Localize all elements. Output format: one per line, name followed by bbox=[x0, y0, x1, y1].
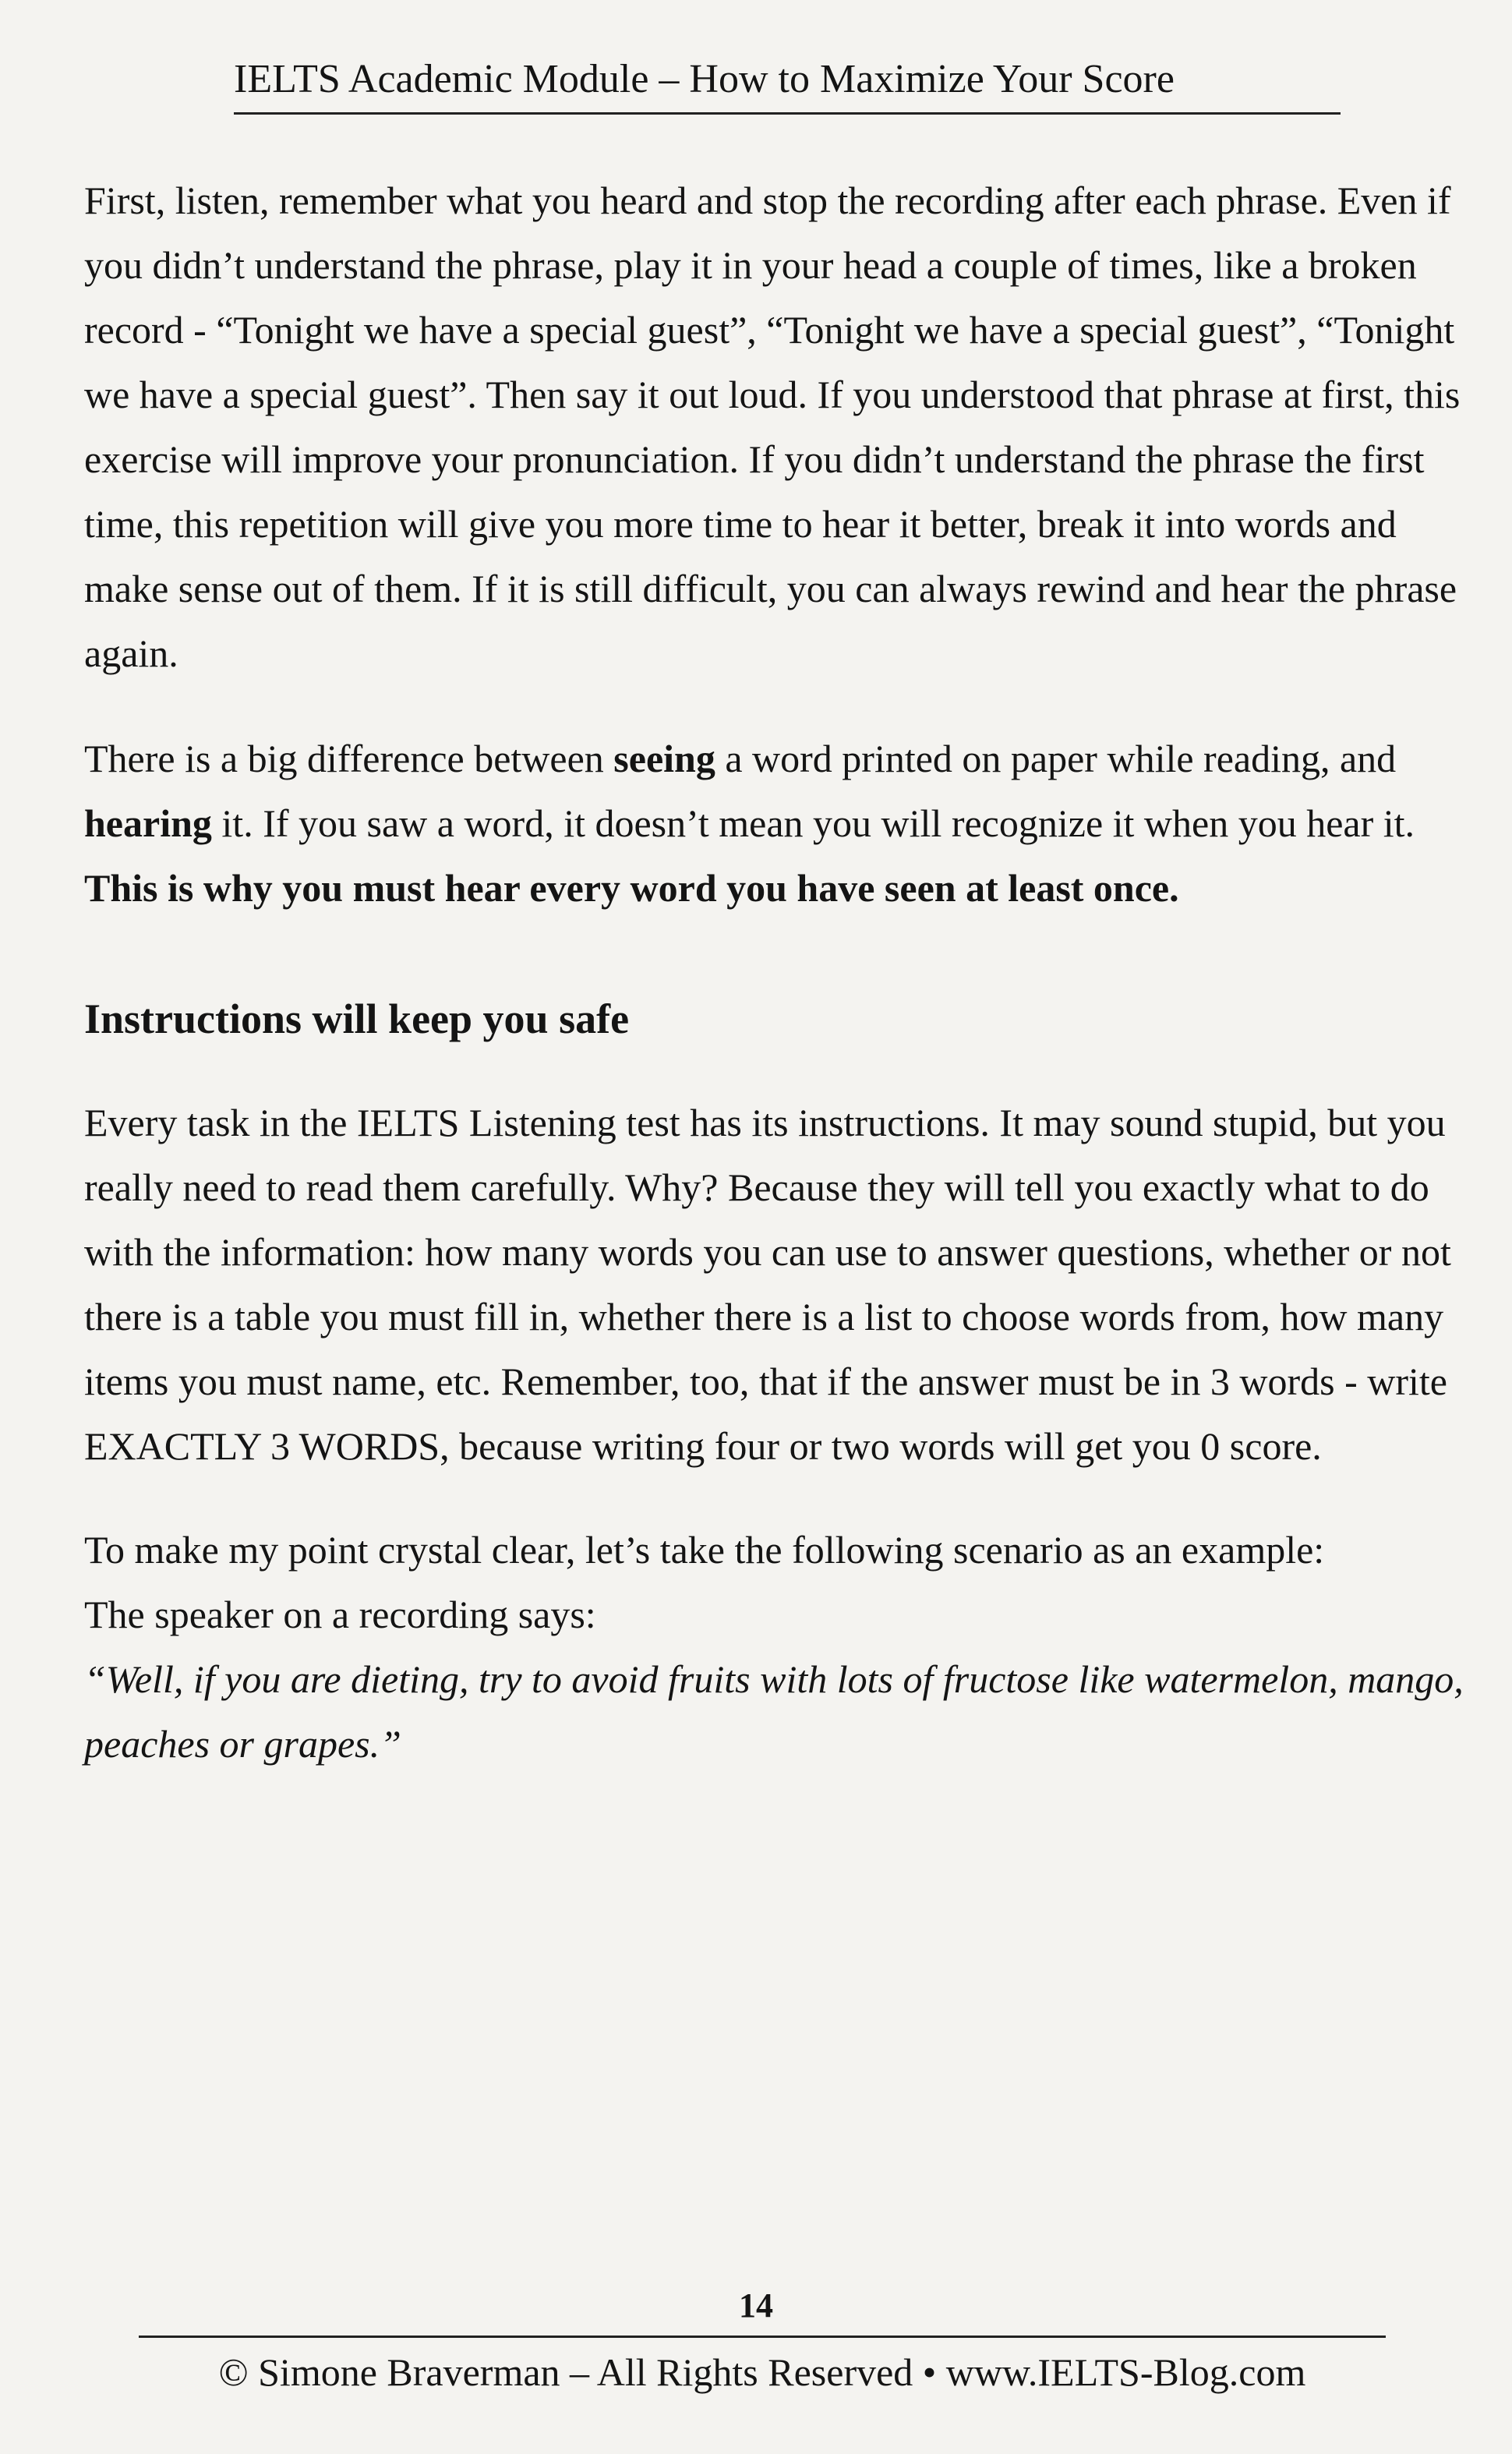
para2-text-3: it. If you saw a word, it doesn’t mean you will recognize it when you hear it. bbox=[211, 801, 1415, 845]
running-header: IELTS Academic Module – How to Maximize Your Score bbox=[234, 56, 1341, 115]
page-footer: © Simone Braverman – All Rights Reserved • www.IELTS-Blog.com bbox=[139, 2336, 1386, 2396]
paragraph-seeing-vs-hearing bbox=[84, 727, 1479, 856]
paragraph-speaker-line: The speaker on a recording says: bbox=[84, 1593, 596, 1636]
paragraph-instructions: Every task in the IELTS Listening test has its instructions. It may sound stupid, but you really need to read them carefully. Why? Because they will tell you exactly what to do with the information: how many words you can use to answer questions, whether or not there is a table you must fill in, whether there is a list to choose words from, how many items you must name, etc. Remember, too, that if the answer must be in 3 words - write EXACTLY 3 WORDS, because writing four or two words will get you 0 score. bbox=[84, 1101, 1451, 1468]
page-number: 14 bbox=[739, 2286, 773, 2325]
paragraph-scenario-intro: To make my point crystal clear, let’s take the following scenario as an example: bbox=[84, 1528, 1325, 1572]
speaker-quote: “Well, if you are dieting, try to avoid fruits with lots of fructose like watermelon, mango, peaches or grapes.” bbox=[84, 1657, 1464, 1766]
para2-text-1: There is a big difference between bbox=[84, 737, 614, 780]
bold-statement: This is why you must hear every word you have seen at least once. bbox=[84, 866, 1179, 910]
section-heading: Instructions will keep you safe bbox=[84, 995, 630, 1042]
para2-bold-seeing: seeing bbox=[613, 737, 715, 780]
para2-bold-hearing: hearing bbox=[84, 801, 212, 845]
page-body bbox=[84, 168, 1479, 1777]
para2-text-2: a word printed on paper while reading, and bbox=[715, 737, 1397, 780]
paragraph-listening-technique: First, listen, remember what you heard and stop the recording after each phrase. Even if you didn’t understand the phrase, play it in your head a couple of times, like a broken record - “Tonight we have a special guest”, “Tonight we have a special guest”, “Tonight we have a special guest”. Then say it out loud. If you understood that phrase at first, this exercise will improve your pronunciation. If you didn’t understand the phrase the first time, this repetition will give you more time to hear it better, break it into words and make sense out of them. If it is still difficult, you can always rewind and hear the phrase again. bbox=[84, 179, 1461, 675]
